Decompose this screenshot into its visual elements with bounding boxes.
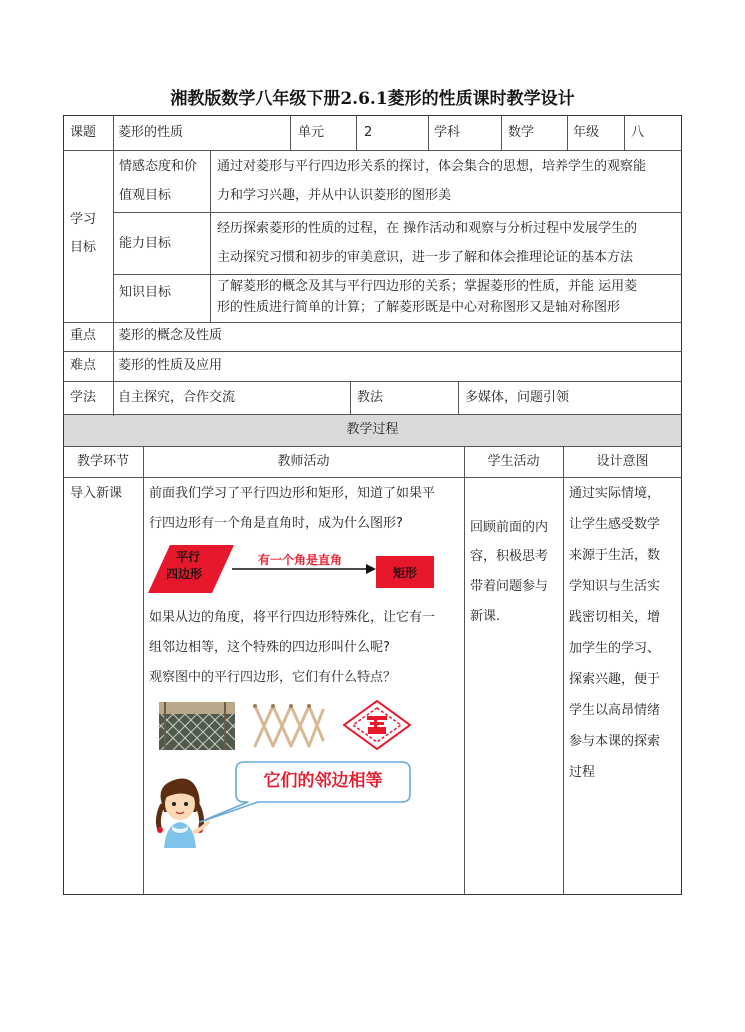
study-method-label: 学法 <box>70 390 97 405</box>
grade-value: 八 <box>631 125 645 140</box>
stage-name: 导入新课 <box>70 486 123 501</box>
diagram-arrow-head <box>366 564 376 574</box>
diagram-from-line1: 平行 <box>175 550 200 564</box>
emotion-goal-text-line2: 力和学习兴趣，并从中认识菱形的图形美 <box>217 188 452 203</box>
teach-method-label: 教法 <box>357 390 384 405</box>
topic-value: 菱形的性质 <box>118 125 184 140</box>
teacher-text-line5: 观察图中的平行四边形，它们有什么特点？ <box>149 670 397 685</box>
page-title: 湘教版数学八年级下册2.6.1菱形的性质课时教学设计 <box>170 89 575 109</box>
intent-line3: 来源于生活，数 <box>569 548 661 563</box>
teach-method-value: 多媒体，问题引领 <box>465 390 570 405</box>
student-activity-line4: 新课. <box>470 609 501 624</box>
emotion-goal-text-line1: 通过对菱形与平行四边形关系的探讨，体会集合的思想，培养学生的观察能 <box>217 159 647 174</box>
intent-line6: 加学生的学习、 <box>569 641 661 656</box>
intent-line4: 学知识与生活实 <box>569 579 661 594</box>
student-activity-line3: 带着问题参与 <box>470 579 549 594</box>
knowledge-goal-text-line2: 形的性质进行简单的计算；了解菱形既是中心对称图形又是轴对称图形 <box>217 300 621 315</box>
diagram-to-label: 矩形 <box>392 566 417 580</box>
intent-line10: 过程 <box>569 765 596 780</box>
teacher-text-line4: 组邻边相等，这个特殊的四边形叫什么呢? <box>149 640 390 655</box>
teacher-text-line3: 如果从边的角度，将平行四边形特殊化，让它有一 <box>149 610 436 625</box>
intent-line5: 践密切相关，增 <box>569 610 661 625</box>
subject-label: 学科 <box>434 125 461 140</box>
subject-value: 数学 <box>508 125 535 140</box>
process-title: 教学过程 <box>346 422 399 437</box>
header-teacher-activity: 教师活动 <box>277 454 330 469</box>
diagram-from-line2: 四边形 <box>165 567 202 581</box>
unit-value: 2 <box>364 125 373 140</box>
chain-link-fence-image <box>159 702 235 750</box>
speech-bubble-text: 它们的邻边相等 <box>263 771 383 791</box>
teacher-text-line1: 前面我们学习了平行四边形和矩形，知道了如果平 <box>149 486 436 501</box>
diagram-arrow-label: 有一个角是直角 <box>258 553 343 567</box>
difficulty-label: 难点 <box>70 358 97 373</box>
folding-rack-image <box>251 700 327 752</box>
intent-line7: 探索兴趣，便于 <box>569 672 661 687</box>
emotion-goal-label-line2: 值观目标 <box>119 188 172 203</box>
header-stage: 教学环节 <box>76 454 129 469</box>
study-method-value: 自主探究，合作交流 <box>118 390 236 405</box>
ability-goal-text-line2: 主动探究习惯和初步的审美意识，进一步了解和体会推理论证的基本方法 <box>217 250 634 265</box>
difficulty-value: 菱形的性质及应用 <box>118 358 223 373</box>
ability-goal-label: 能力目标 <box>119 236 172 251</box>
key-point-label: 重点 <box>70 328 97 343</box>
unit-label: 单元 <box>298 125 325 140</box>
teacher-text-line2: 行四边形有一个角是直角时，成为什么图形? <box>149 516 403 531</box>
key-point-value: 菱形的概念及性质 <box>118 328 223 343</box>
intent-line9: 参与本课的探索 <box>569 734 661 749</box>
student-activity-line1: 回顾前面的内 <box>470 520 549 535</box>
header-student-activity: 学生活动 <box>487 454 540 469</box>
intent-line8: 学生以高昂情绪 <box>569 703 661 718</box>
student-activity-line2: 容，积极思考 <box>470 549 549 564</box>
grade-label: 年级 <box>573 125 600 140</box>
intent-line1: 通过实际情境， <box>569 486 661 501</box>
header-design-intent: 设计意图 <box>596 454 649 469</box>
topic-label: 课题 <box>70 125 97 140</box>
emotion-goal-label-line1: 情感态度和价 <box>119 159 198 174</box>
goals-label-line2: 目标 <box>70 240 97 255</box>
knowledge-goal-text-line1: 了解菱形的概念及其与平行四边形的关系；掌握菱形的性质，并能 运用菱 <box>217 279 638 294</box>
knowledge-goal-label: 知识目标 <box>119 285 172 300</box>
goals-label-line1: 学习 <box>70 212 97 227</box>
ability-goal-text-line1: 经历探索菱形的性质的过程，在 操作活动和观察与分析过程中发展学生的 <box>217 221 638 236</box>
intent-line2: 让学生感受数学 <box>569 517 661 532</box>
paper-cut-diamond-image <box>343 700 411 750</box>
